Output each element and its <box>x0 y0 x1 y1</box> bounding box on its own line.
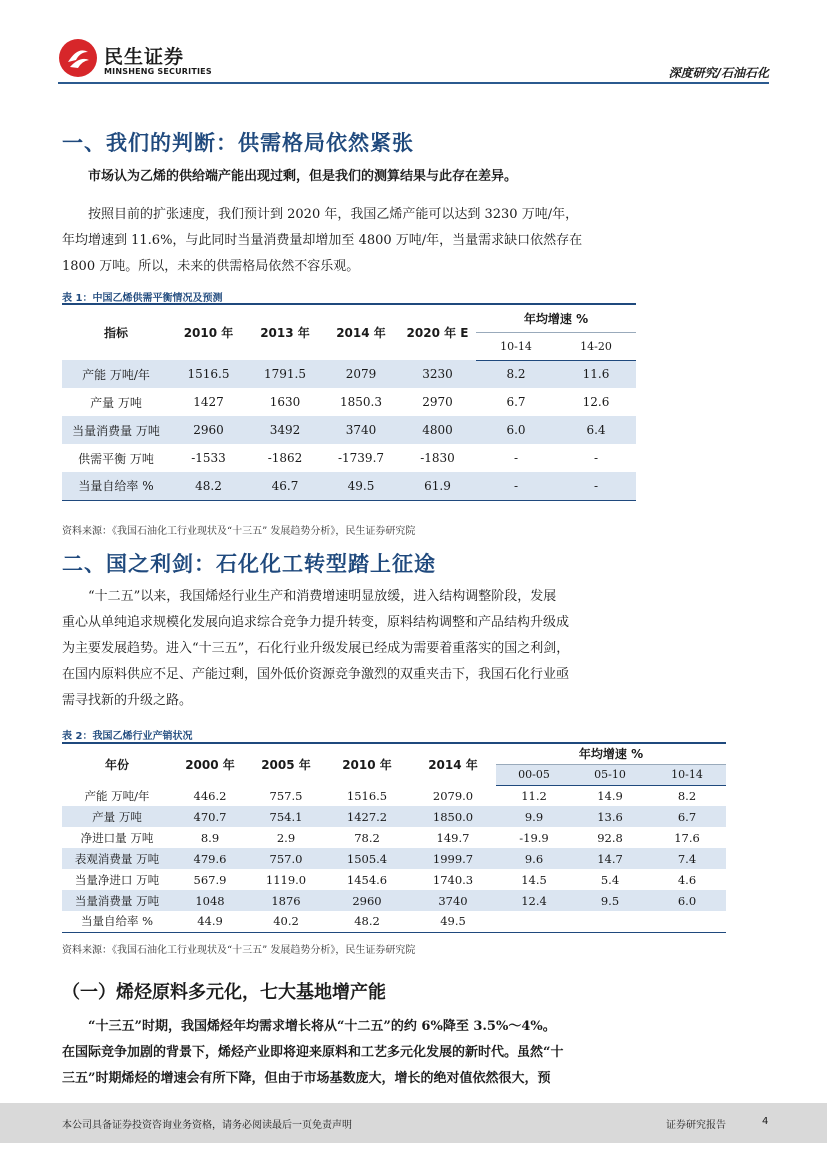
table1-caption: 表 1：中国乙烯供需平衡情况及预测 <box>62 293 223 304</box>
table-cell: 1048 <box>172 890 248 911</box>
table-cell: -1739.7 <box>337 451 385 465</box>
table-cell: 2079 <box>323 360 399 388</box>
table-cell: 567.9 <box>193 872 227 887</box>
table-cell: 757.0 <box>248 848 324 869</box>
section1-paragraph <box>62 202 770 280</box>
table-cell: 当量自给率 % <box>62 472 170 500</box>
table-cell: 470.7 <box>172 806 248 827</box>
table-cell <box>572 911 648 932</box>
table-cell: 4800 <box>399 416 476 444</box>
section1-line: 年均增速到 11.6%，与此同时当量消费量却增加至 4800 万吨/年，当量需求缺口依然存在 <box>62 233 583 248</box>
section2-line: 为主要发展趋势。进入“十三五”，石化行业升级发展已经成为需要着重落实的国之利剑， <box>62 641 570 656</box>
table2-header: 2005 年 <box>261 758 311 772</box>
table-cell: 754.1 <box>248 806 324 827</box>
section3-line: 在国际竞争加剧的背景下，烯烃产业即将迎来原料和工艺多元化发展的新时代。虽然“十 <box>62 1045 564 1060</box>
table2-source: 资料来源：《我国石油化工行业现状及“十三五” 发展趋势分析》，民生证券研究院 <box>62 945 416 956</box>
section3-line: 三五”时期烯烃的增速会有所下降，但由于市场基数庞大，增长的绝对值依然很大，预 <box>62 1071 551 1086</box>
report-category: 深度研究/石油石化 <box>668 66 769 80</box>
table-cell: 1740.3 <box>432 872 474 887</box>
section1-line: 1800 万吨。所以，未来的供需格局依然不容乐观。 <box>62 259 360 274</box>
table-cell: 1454.6 <box>346 872 388 887</box>
section2-line: “十二五”以来，我国烯烃行业生产和消费增速明显放缓，进入结构调整阶段，发展 <box>88 589 557 604</box>
table2-header: 年份 <box>104 758 129 772</box>
table1-source: 资料来源：《我国石油化工行业现状及“十三五” 发展趋势分析》，民生证券研究院 <box>62 526 416 537</box>
table-row <box>62 890 726 911</box>
table2-header: 2000 年 <box>185 758 235 772</box>
table-cell: 6.7 <box>506 395 526 409</box>
page-header <box>0 0 827 86</box>
footer-report-type: 证券研究报告 <box>666 1120 726 1131</box>
table-cell: 8.2 <box>677 788 697 803</box>
table-cell: 46.7 <box>247 472 323 500</box>
table-cell: 9.9 <box>496 806 572 827</box>
table-cell: 757.5 <box>269 788 303 803</box>
table-cell: 48.2 <box>354 914 380 929</box>
table-cell: 92.8 <box>597 830 623 845</box>
table-cell: 479.6 <box>172 848 248 869</box>
table-cell: 6.0 <box>476 416 556 444</box>
table-cell: 1427.2 <box>324 806 410 827</box>
table-cell: 2079.0 <box>432 788 474 803</box>
table-cell: 当量自给率 % <box>80 914 154 929</box>
table-row <box>62 416 636 444</box>
table-cell: 6.0 <box>648 890 726 911</box>
table-cell: 14.5 <box>521 872 547 887</box>
table-cell: 7.4 <box>648 848 726 869</box>
section2-line: 需寻找新的升级之路。 <box>62 693 193 708</box>
table-cell: 1850.3 <box>340 395 382 409</box>
table-cell: 2960 <box>324 890 410 911</box>
table-cell: 4.6 <box>677 872 697 887</box>
table-cell: 当量消费量 万吨 <box>62 890 172 911</box>
table-cell: 表观消费量 万吨 <box>62 848 172 869</box>
table2-growth-sub: 05-10 <box>572 764 648 785</box>
table1-header: 2020 年 E <box>406 326 469 340</box>
table1-growth-sub: 14-20 <box>556 332 636 360</box>
table-cell: 12.6 <box>582 395 610 409</box>
table-cell: 1119.0 <box>265 872 307 887</box>
section3-paragraph <box>62 1014 770 1092</box>
table-row <box>62 911 726 932</box>
section3-line: “十三五”时期，我国烯烃年均需求增长将从“十二五”的约 6%降至 3.5%～4%。 <box>88 1019 556 1034</box>
table-cell: 1876 <box>248 890 324 911</box>
table-cell: -1862 <box>267 451 303 465</box>
table-cell: 1999.7 <box>410 848 496 869</box>
table-cell: 1516.5 <box>346 788 388 803</box>
table-cell: 9.5 <box>572 890 648 911</box>
table1-growth-sub: 10-14 <box>476 332 556 360</box>
table-cell: 3492 <box>247 416 323 444</box>
footer-disclaimer: 本公司具备证券投资咨询业务资格，请务必阅读最后一页免责声明 <box>62 1120 352 1131</box>
table-cell: 6.7 <box>648 806 726 827</box>
table-row <box>62 869 726 890</box>
table-cell: 446.2 <box>193 788 227 803</box>
table-cell: 13.6 <box>572 806 648 827</box>
table2-growth-header: 年均增速 % <box>496 743 726 764</box>
minsheng-logo-icon <box>58 38 98 78</box>
table2-header: 2014 年 <box>428 758 478 772</box>
table-cell: 14.7 <box>572 848 648 869</box>
table1-header: 指标 <box>103 326 128 340</box>
table-cell: 149.7 <box>436 830 470 845</box>
table-cell: 78.2 <box>354 830 380 845</box>
table-cell: - <box>556 472 636 500</box>
table2-growth-sub: 00-05 <box>496 764 572 785</box>
table1 <box>62 303 636 501</box>
table-cell: 44.9 <box>197 914 223 929</box>
table1-header: 2014 年 <box>336 326 386 340</box>
table-row <box>62 848 726 869</box>
table-cell: 8.9 <box>200 830 220 845</box>
table-cell: -19.9 <box>519 830 549 845</box>
table-cell: 12.4 <box>496 890 572 911</box>
table1-growth-header: 年均增速 % <box>476 304 636 332</box>
table-cell: 3740 <box>410 890 496 911</box>
table-cell: - <box>476 472 556 500</box>
table2-header: 2010 年 <box>342 758 392 772</box>
table-cell: 8.2 <box>476 360 556 388</box>
table-cell: 当量消费量 万吨 <box>62 416 170 444</box>
brand-name-cn: 民生证券 <box>104 46 185 68</box>
table-cell: 3230 <box>399 360 476 388</box>
table-cell: 净进口量 万吨 <box>80 830 154 845</box>
table-cell <box>496 911 572 932</box>
table-cell: -1830 <box>420 451 455 465</box>
table-cell: 14.9 <box>597 788 623 803</box>
table-cell: 1850.0 <box>410 806 496 827</box>
brand-name-en: MINSHENG SECURITIES <box>104 67 212 76</box>
section1-heading: 一、我们的判断：供需格局依然紧张 <box>62 131 414 155</box>
table-cell: -1533 <box>191 451 226 465</box>
table2-growth-sub: 10-14 <box>648 764 726 785</box>
table-cell: 49.5 <box>440 914 466 929</box>
table-cell: 49.5 <box>323 472 399 500</box>
table-cell: - <box>513 451 519 465</box>
section2-paragraph <box>62 584 770 714</box>
table-cell: 48.2 <box>170 472 247 500</box>
section2-line: 重心从单纯追求规模化发展向追求综合竞争力提升转变，原料结构调整和产品结构升级成 <box>62 615 570 630</box>
section1-line: 按照目前的扩张速度，我们预计到 2020 年，我国乙烯产能可以达到 3230 万吨/年， <box>88 207 579 222</box>
table-cell: 3740 <box>323 416 399 444</box>
table-row <box>62 472 636 500</box>
table-cell: 1505.4 <box>324 848 410 869</box>
table-cell: 17.6 <box>674 830 700 845</box>
table-cell: 2960 <box>170 416 247 444</box>
table-cell: 产量 万吨 <box>62 806 172 827</box>
table-cell <box>648 911 726 932</box>
table1-header: 2010 年 <box>183 326 234 340</box>
table-row <box>62 785 726 806</box>
table-cell: 2970 <box>422 395 453 409</box>
table-cell: 1630 <box>269 395 301 409</box>
table-cell: 5.4 <box>600 872 620 887</box>
table-cell: 6.4 <box>556 416 636 444</box>
table1-header: 2013 年 <box>260 326 310 340</box>
table-cell: 40.2 <box>273 914 299 929</box>
section2-line: 在国内原料供应不足、产能过剩，国外低价资源竞争激烈的双重夹击下，我国石化行业亟 <box>62 667 570 682</box>
table-cell: 产能 万吨/年 <box>62 360 170 388</box>
table-cell: 61.9 <box>399 472 476 500</box>
section3-heading: （一）烯烃原料多元化，七大基地增产能 <box>62 982 386 1003</box>
table-row <box>62 806 726 827</box>
table-cell: 11.6 <box>556 360 636 388</box>
table-cell: - <box>593 451 599 465</box>
section1-lead: 市场认为乙烯的供给端产能出现过剩，但是我们的测算结果与此存在差异。 <box>88 169 518 184</box>
table2-caption: 表 2：我国乙烯行业产销状况 <box>62 731 193 742</box>
table-row <box>62 827 726 848</box>
table-cell: 产能 万吨/年 <box>84 788 150 803</box>
table-cell: 当量净进口 万吨 <box>74 872 160 887</box>
header-divider <box>58 82 769 84</box>
table-cell: 1427 <box>193 395 224 409</box>
table-cell: 1791.5 <box>247 360 323 388</box>
page-footer <box>0 1103 827 1143</box>
table-cell: 2.9 <box>276 830 296 845</box>
table-row <box>62 360 636 388</box>
section2-heading: 二、国之利剑：石化化工转型踏上征途 <box>62 552 436 576</box>
table-cell: 供需平衡 万吨 <box>78 451 154 466</box>
table-cell: 1516.5 <box>170 360 247 388</box>
table-row <box>62 444 636 472</box>
table-cell: 9.6 <box>496 848 572 869</box>
page-number: 4 <box>762 1116 769 1127</box>
table-row <box>62 388 636 416</box>
table-cell: 产量 万吨 <box>90 395 142 410</box>
table2 <box>62 742 726 933</box>
table-cell: 11.2 <box>521 788 547 803</box>
